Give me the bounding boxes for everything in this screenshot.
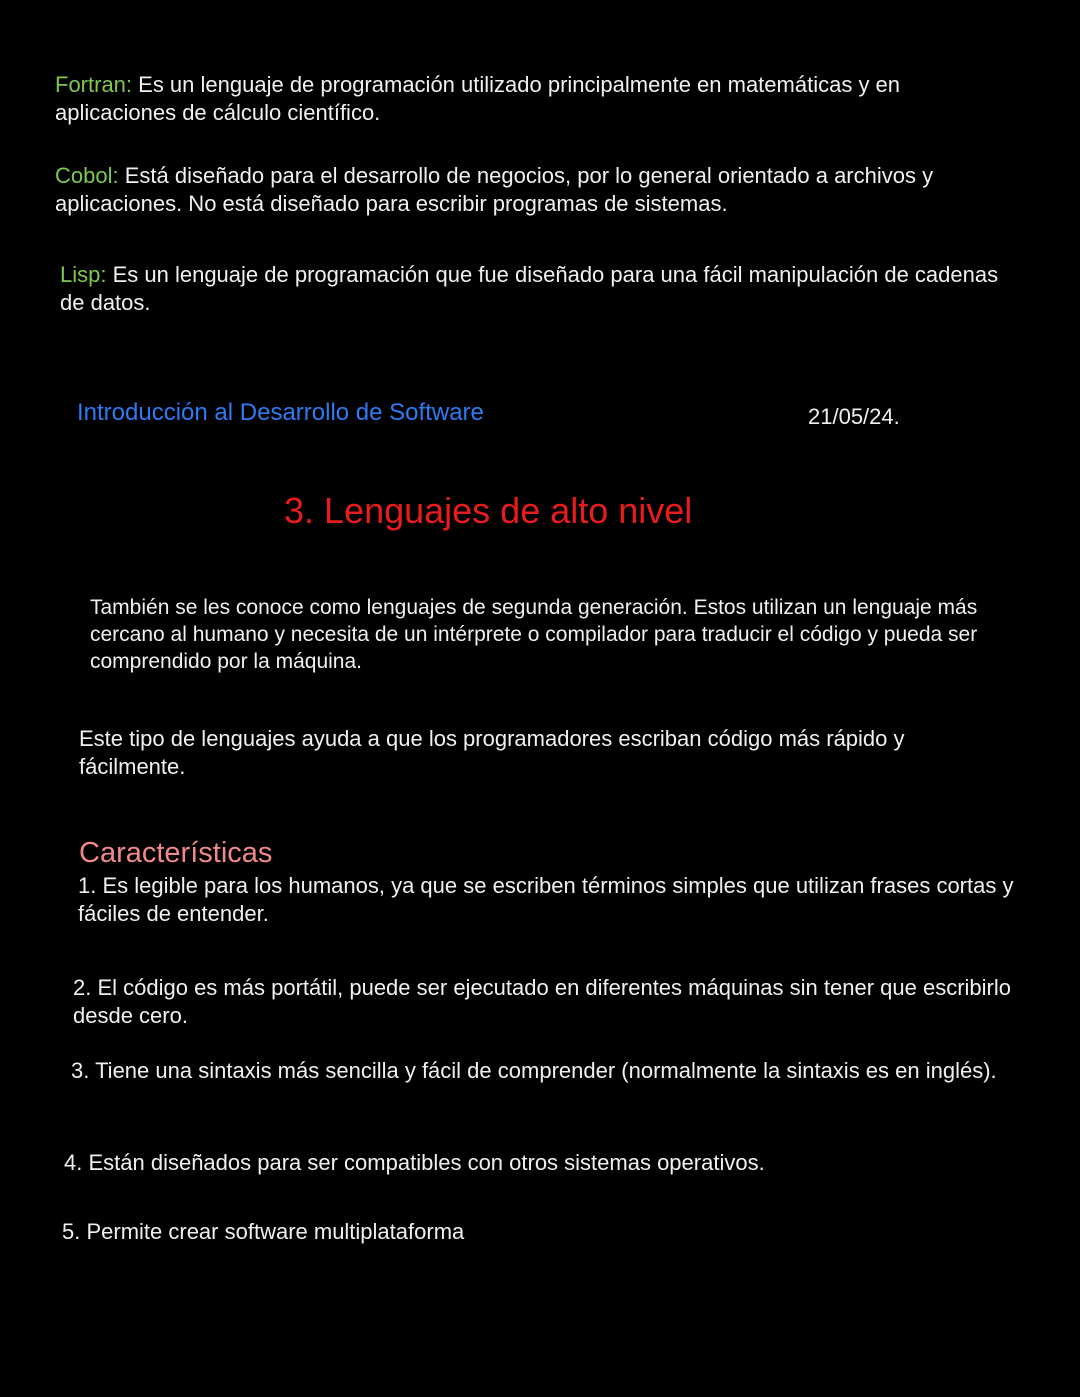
term-cobol: Cobol: [55, 163, 119, 188]
characteristic-item-1: 1. Es legible para los humanos, ya que se escriben términos simples que utilizan frases cortas y fáciles de entender. [78, 873, 1014, 926]
intro-paragraph-2: Este tipo de lenguajes ayuda a que los programadores escriban código más rápido y fácilmente. [79, 726, 905, 779]
term-lisp: Lisp: [60, 262, 107, 287]
definition-fortran-text: Es un lenguaje de programación utilizado principalmente en matemáticas y en aplicaciones de cálculo científico. [55, 72, 901, 125]
definition-cobol [55, 162, 1020, 218]
characteristic-item-3: 3. Tiene una sintaxis más sencilla y fácil de comprender (normalmente la sintaxis es en inglés). [71, 1058, 997, 1083]
definition-cobol-text: Está diseñado para el desarrollo de negocios, por lo general orientado a archivos y aplicaciones. No está diseñado para escribir programas de sistemas. [55, 163, 934, 216]
definition-fortran [55, 71, 1015, 127]
characteristic-item-2: 2. El código es más portátil, puede ser ejecutado en diferentes máquinas sin tener que escribirlo desde cero. [73, 975, 1011, 1028]
section-title: 3. Lenguajes de alto nivel [284, 490, 693, 531]
characteristic-item-5: 5. Permite crear software multiplataforma [62, 1219, 465, 1244]
term-fortran: Fortran: [55, 72, 133, 97]
definition-lisp-text: Es un lenguaje de programación que fue diseñado para una fácil manipulación de cadenas de datos. [60, 262, 999, 315]
course-title: Introducción al Desarrollo de Software [77, 399, 484, 426]
date-label: 21/05/24. [808, 404, 900, 429]
characteristics-heading: Características [79, 837, 273, 869]
intro-paragraph-1: También se les conoce como lenguajes de segunda generación. Estos utilizan un lenguaje más cercano al humano y necesita de un intérprete o compilador para traducir el código y pueda ser comprendido por la máquina. [90, 596, 978, 673]
characteristic-item-4: 4. Están diseñados para ser compatibles con otros sistemas operativos. [64, 1150, 765, 1175]
definition-lisp [60, 261, 1020, 317]
